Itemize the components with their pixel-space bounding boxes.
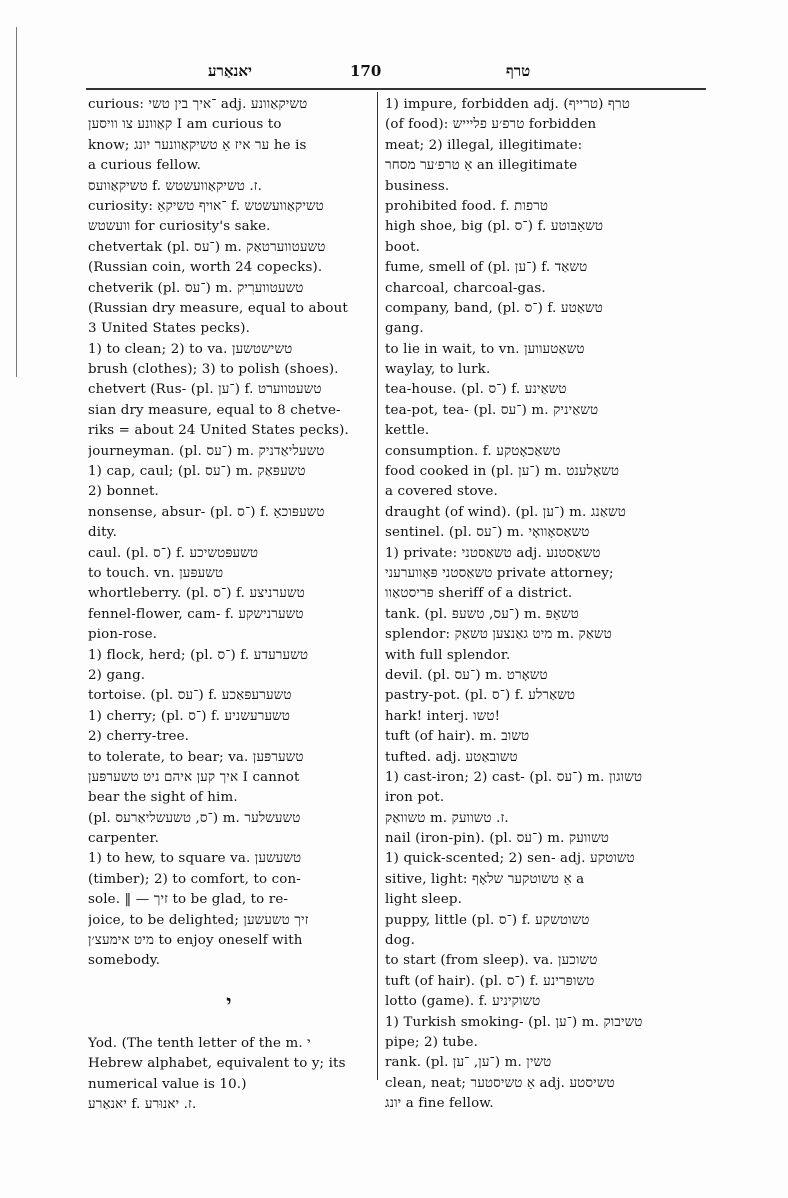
entry-line: pipe; 2) tube.	[385, 1034, 478, 1050]
entry-line: 1) cast-iron; 2) cast- (pl. ־עס) m. טשוגון	[385, 769, 643, 785]
entry-line: אַ טרפ׳ער מסחר an illegitimate	[385, 158, 578, 174]
left-guide-word: יאנאַרע	[208, 62, 252, 80]
entry-line: prohibited food. f. טרפות	[385, 198, 549, 214]
right-column	[385, 95, 685, 1115]
entry-line: sole. ‖ — זיך to be glad, to re-	[88, 892, 289, 908]
entry-line: light sleep.	[385, 892, 463, 908]
entry-line: 2) gang.	[88, 667, 146, 683]
entry-line: 1) Turkish smoking- (pl. ־ען) m. טשיבוק	[385, 1014, 643, 1030]
entry-line: Hebrew alphabet, equivalent to y; its	[88, 1056, 346, 1072]
entry-line: וועשטש for curiosity's sake.	[88, 219, 271, 235]
entry-line: fume, smell of (pl. ־ען) f. טשאַד	[385, 260, 588, 276]
entry-line: dog.	[385, 933, 416, 949]
entry-line: gang.	[385, 321, 424, 337]
entry-line: tea-pot, tea- (pl. ־עס) m. טשאַיניק	[385, 402, 599, 418]
yod-entry	[88, 1034, 370, 1116]
entry-line: 1) cap, caul; (pl. ־עס) m. טשעפּאַק	[88, 464, 306, 480]
entry-line: waylay, to lurk.	[385, 362, 491, 378]
entry-line: curiosity: ־אויף טשיקאַ f. טשיקאַוועשטש	[88, 198, 324, 214]
entry-line: kettle.	[385, 423, 430, 439]
entry-line: sian dry measure, equal to 8 chetve-	[88, 402, 341, 418]
entry-line: sitive, light: אַ טשוטקער שלאָף a	[385, 871, 585, 887]
entry-line: nail (iron-pin). (pl. ־עס) m. טשוועק	[385, 831, 609, 847]
entry-line: (Russian dry measure, equal to about	[88, 300, 348, 316]
entry-line: טשוואַק m. ז. טשוועק.	[385, 810, 509, 826]
entry-line: to lie in wait, to vn. טשאַטעווען	[385, 341, 585, 357]
entry-line: charcoal, charcoal-gas.	[385, 280, 546, 296]
entry-line: a curious fellow.	[88, 158, 202, 174]
entry-line: tuft (of hair). m. טשוב	[385, 729, 530, 745]
entry-line: איך קען איהם ניט טשערפּען I cannot	[88, 769, 300, 785]
entry-line: מיט אימעצ׳ן to enjoy oneself with	[88, 933, 303, 949]
entry-line: 1) private: טשאַסטני adj. טשאַסטנע	[385, 545, 601, 561]
right-entries	[385, 95, 685, 1115]
entry-line: chetverik (pl. ־עס) m. טשעטווערִיק	[88, 280, 304, 296]
entry-line: 1) quick-scented; 2) sen- adj. טשוטקע	[385, 851, 635, 867]
entry-line: (timber); 2) to comfort, to con-	[88, 871, 301, 887]
entry-line: iron pot.	[385, 790, 445, 806]
entry-line: 1) impure, forbidden adj. (טרייף) טרף	[385, 97, 630, 112]
entry-line: tank. (pl. ־עס, טשעפּ) m. טשאַפּ	[385, 606, 579, 622]
entry-line: tuft (of hair). (pl. ־ס) f. טשופּרינע	[385, 973, 595, 989]
entry-line: somebody.	[88, 953, 161, 969]
entry-line: (pl. ־ס, טשעשליאַרעס) m. טשעשלער	[88, 810, 301, 826]
entry-line: to start (from sleep). va. טשוכען	[385, 953, 598, 969]
entry-line: קאַוונע צו וויסען I am curious to	[88, 117, 282, 133]
entry-line: 1) cherry; (pl. ־ס) f. טשערעשניע	[88, 708, 291, 724]
entry-line: tufted. adj. טשובאַטע	[385, 749, 518, 765]
column-divider	[377, 92, 378, 1080]
entry-line: bear the sight of him.	[88, 790, 238, 806]
entry-line: fennel-flower, cam- f. טשערנישקע	[88, 606, 304, 622]
entry-line: boot.	[385, 239, 421, 255]
section-letter-yod: י	[226, 989, 232, 1014]
entry-line: to tolerate, to bear; va. טשערפּען	[88, 749, 304, 765]
entry-line: tortoise. (pl. ־עס) f. טשערעפּאַכע	[88, 688, 292, 704]
entry-line: 2) bonnet.	[88, 484, 159, 500]
entry-line: pion-rose.	[88, 627, 158, 643]
entry-line: devil. (pl. ־עס) m. טשאָרט	[385, 667, 548, 683]
entry-line: splendor: מיט גאַנצען טשאַק m. טשאַק	[385, 627, 612, 643]
entry-line: riks = about 24 United States pecks).	[88, 423, 349, 439]
entry-line: puppy, little (pl. ־ס) f. טשוטשקע	[385, 912, 590, 928]
entry-line: chetvert (Rus- (pl. ־ען) f. טשעטווערט	[88, 382, 322, 398]
header-rule	[86, 88, 706, 90]
right-guide-word: טרף	[506, 62, 531, 80]
scan-edge-line	[16, 27, 17, 377]
entry-line: hark! interj. טשו!	[385, 708, 501, 724]
entry-line: with full splendor.	[385, 647, 511, 663]
left-entries	[88, 95, 370, 972]
entry-line: caul. (pl. ־ס) f. טשעפּטשיכע	[88, 545, 259, 561]
entry-line: food cooked in (pl. ־ען) m. טשאָלענט	[385, 464, 620, 480]
entry-line: brush (clothes); 3) to polish (shoes).	[88, 362, 339, 378]
entry-line: joice, to be delighted; זיך טשעשען	[88, 912, 309, 928]
page-header	[88, 60, 706, 88]
entry-line: business.	[385, 178, 450, 194]
entry-line: sentinel. (pl. ־עס) m. טשאַסאָוואָי	[385, 525, 590, 541]
entry-line: טשאַסטני פּאָווערעני private attorney;	[385, 565, 614, 581]
entry-line: to touch. vn. טשעפּען	[88, 565, 224, 581]
entry-line: dity.	[88, 525, 118, 541]
entry-line: know; ער איז אַ טשיקאַוונער יונג he is	[88, 137, 307, 153]
entry-line: פּריסטאַוו sheriff of a district.	[385, 586, 573, 602]
entry-line: chetvertak (pl. ־עס) m. טשעטווערטאַק	[88, 239, 326, 255]
entry-line: carpenter.	[88, 831, 159, 847]
left-column	[88, 95, 370, 1115]
entry-line: 1) to hew, to square va. טשעשען	[88, 851, 302, 867]
entry-line: יאנאַרע f. ז. יאנוּרע.	[88, 1096, 197, 1112]
entry-line: pastry-pot. (pl. ־ס) f. טשאַרלע	[385, 688, 576, 704]
entry-line: journeyman. (pl. ־עס) m. טשעליאַדניק	[88, 443, 325, 459]
entry-line: יונג a fine fellow.	[385, 1096, 494, 1112]
entry-line: 3 United States pecks).	[88, 321, 250, 337]
entry-line: draught (of wind). (pl. ־ען) m. טשאַנג	[385, 504, 626, 520]
page-number: 170	[350, 62, 382, 80]
entry-line: a covered stove.	[385, 484, 498, 500]
entry-line: 2) cherry-tree.	[88, 729, 190, 745]
entry-line: consumption. f. טשאַכאָטקע	[385, 443, 561, 459]
entry-line: (Russian coin, worth 24 copecks).	[88, 260, 323, 276]
entry-line: 1) flock, herd; (pl. ־ס) f. טשערעדע	[88, 647, 309, 663]
entry-line: טשיקאַוועס f. ז. טשיקאַוועשטש.	[88, 178, 263, 194]
entry-line: curious: ־איך בין טשי adj. טשיקאַוונע	[88, 97, 308, 112]
entry-line: nonsense, absur- (pl. ־ס) f. טשעפּוכאַ	[88, 504, 325, 520]
entry-line: numerical value is 10.)	[88, 1076, 247, 1092]
entry-line: company, band, (pl. ־ס) f. טשאַטע	[385, 300, 603, 316]
entry-line: (of food): טרפ׳ע פליייש forbidden	[385, 117, 597, 133]
entry-line: high shoe, big (pl. ־ס) f. טשאַבּוטע	[385, 219, 604, 235]
entry-line: Yod. (The tenth letter of the m. י	[88, 1035, 311, 1051]
entry-line: clean, neat; אַ טשיסטער adj. טשיסטע	[385, 1075, 615, 1091]
entry-line: 1) to clean; 2) to va. טשישטשען	[88, 341, 293, 357]
entry-line: whortleberry. (pl. ־ס) f. טשערניצע	[88, 586, 305, 602]
entry-line: tea-house. (pl. ־ס) f. טשאַינע	[385, 382, 567, 398]
entry-line: meat; 2) illegal, illegitimate:	[385, 137, 583, 153]
entry-line: rank. (pl. ־ען, ־ען) m. טשין	[385, 1055, 552, 1071]
entry-line: lotto (game). f. טשוקיניע	[385, 994, 541, 1010]
